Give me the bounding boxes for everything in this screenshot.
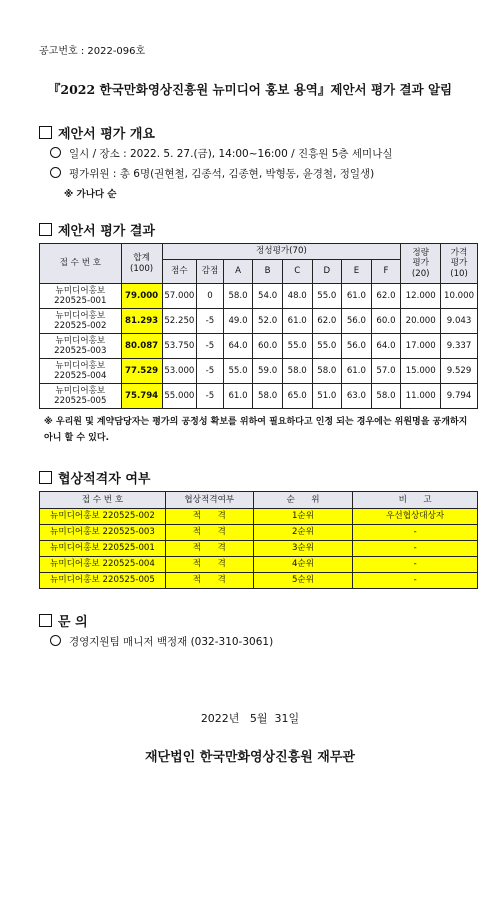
- header-qual-col: F: [371, 260, 401, 284]
- cell-a: 61.0: [223, 384, 253, 409]
- header-total: 합계 (100): [121, 244, 162, 284]
- nego-cell-note: -: [353, 573, 478, 589]
- table-row: [40, 557, 478, 573]
- cell-total: 77.529: [121, 359, 162, 384]
- document-title: 『2022 한국만화영상진흥원 뉴미디어 홍보 용역』제안서 평가 결과 알림: [47, 82, 453, 97]
- cell-f: 64.0: [371, 334, 401, 359]
- cell-e: 56.0: [342, 309, 372, 334]
- header-qual-col: 감점: [197, 260, 224, 284]
- cell-a: 55.0: [223, 359, 253, 384]
- nego-cell-note: -: [353, 541, 478, 557]
- cell-e: 56.0: [342, 334, 372, 359]
- checkbox-square-icon: [39, 126, 52, 139]
- nego-header: 협상적격여부: [165, 492, 253, 509]
- nego-cell-id: 뉴미디어홍보 220525-001: [40, 541, 166, 557]
- cell-score: 52.250: [162, 309, 197, 334]
- nego-cell-status: 적 격: [165, 557, 253, 573]
- document-date: 2022년 5월 31일: [200, 712, 300, 725]
- nego-cell-status: 적 격: [165, 525, 253, 541]
- header-qual-col: E: [342, 260, 372, 284]
- cell-a: 58.0: [223, 284, 253, 309]
- results-heading: 제안서 평가 결과: [39, 220, 155, 239]
- cell-id: 뉴미디어홍보 220525-001: [40, 284, 122, 309]
- cell-quant: 20.000: [401, 309, 441, 334]
- cell-f: 57.0: [371, 359, 401, 384]
- cell-score: 57.000: [162, 284, 197, 309]
- cell-deduct: 0: [197, 284, 224, 309]
- cell-d: 55.0: [312, 284, 342, 309]
- cell-d: 51.0: [312, 384, 342, 409]
- results-table: [39, 243, 478, 409]
- cell-b: 52.0: [253, 309, 283, 334]
- cell-c: 65.0: [282, 384, 312, 409]
- order-note: ※ 가나다 순: [64, 189, 117, 200]
- cell-a: 64.0: [223, 334, 253, 359]
- cell-quant: 15.000: [401, 359, 441, 384]
- cell-f: 58.0: [371, 384, 401, 409]
- cell-total: 79.000: [121, 284, 162, 309]
- nego-cell-status: 적 격: [165, 541, 253, 557]
- cell-e: 61.0: [342, 359, 372, 384]
- header-qualitative: 정성평가(70): [162, 244, 401, 260]
- cell-total: 75.794: [121, 384, 162, 409]
- table-row: [40, 334, 478, 359]
- overview-schedule: 일시 / 장소 : 2022. 5. 27.(금), 14:00~16:00 / 진흥원 5층 세미나실: [50, 146, 393, 161]
- circle-bullet-icon: [50, 147, 61, 158]
- nego-cell-id: 뉴미디어홍보 220525-002: [40, 509, 166, 525]
- negotiation-table: [39, 491, 478, 589]
- table-row: [40, 384, 478, 409]
- nego-cell-note: -: [353, 557, 478, 573]
- cell-b: 59.0: [253, 359, 283, 384]
- nego-cell-id: 뉴미디어홍보 220525-003: [40, 525, 166, 541]
- table-row: [40, 541, 478, 557]
- circle-bullet-icon: [50, 167, 61, 178]
- inquiry-heading: 문 의: [39, 611, 88, 630]
- cell-id: 뉴미디어홍보 220525-005: [40, 384, 122, 409]
- cell-deduct: -5: [197, 309, 224, 334]
- header-quantitative: 정량 평가 (20): [401, 244, 441, 284]
- cell-id: 뉴미디어홍보 220525-004: [40, 359, 122, 384]
- cell-c: 55.0: [282, 334, 312, 359]
- cell-score: 53.000: [162, 359, 197, 384]
- cell-deduct: -5: [197, 334, 224, 359]
- cell-total: 80.087: [121, 334, 162, 359]
- nego-cell-id: 뉴미디어홍보 220525-005: [40, 573, 166, 589]
- organization-name: 재단법인 한국만화영상진흥원 재무관: [145, 750, 355, 765]
- cell-quant: 12.000: [401, 284, 441, 309]
- inquiry-contact: 경영지원팀 매니저 백정재 (032-310-3061): [50, 634, 273, 649]
- nego-cell-rank: 5순위: [253, 573, 353, 589]
- table-row: [40, 525, 478, 541]
- cell-price: 9.043: [441, 309, 478, 334]
- cell-b: 58.0: [253, 384, 283, 409]
- cell-price: 10.000: [441, 284, 478, 309]
- cell-id: 뉴미디어홍보 220525-002: [40, 309, 122, 334]
- cell-b: 54.0: [253, 284, 283, 309]
- cell-score: 55.000: [162, 384, 197, 409]
- header-id: 접 수 번 호: [40, 244, 122, 284]
- cell-price: 9.337: [441, 334, 478, 359]
- overview-heading: 제안서 평가 개요: [39, 123, 155, 142]
- nego-cell-rank: 4순위: [253, 557, 353, 573]
- table-row: [40, 573, 478, 589]
- cell-d: 55.0: [312, 334, 342, 359]
- nego-cell-rank: 1순위: [253, 509, 353, 525]
- nego-header: 접 수 번 호: [40, 492, 166, 509]
- cell-e: 61.0: [342, 284, 372, 309]
- circle-bullet-icon: [50, 635, 61, 646]
- header-qual-col: C: [282, 260, 312, 284]
- header-qual-col: D: [312, 260, 342, 284]
- nego-cell-id: 뉴미디어홍보 220525-004: [40, 557, 166, 573]
- cell-c: 48.0: [282, 284, 312, 309]
- cell-total: 81.293: [121, 309, 162, 334]
- cell-price: 9.794: [441, 384, 478, 409]
- cell-a: 49.0: [223, 309, 253, 334]
- nego-cell-note: -: [353, 525, 478, 541]
- cell-c: 61.0: [282, 309, 312, 334]
- negotiation-heading: 협상적격자 여부: [39, 468, 150, 487]
- nego-cell-rank: 3순위: [253, 541, 353, 557]
- cell-quant: 11.000: [401, 384, 441, 409]
- cell-f: 62.0: [371, 284, 401, 309]
- table-row: [40, 509, 478, 525]
- table-row: [40, 359, 478, 384]
- nego-header: 비 고: [353, 492, 478, 509]
- cell-b: 60.0: [253, 334, 283, 359]
- checkbox-square-icon: [39, 614, 52, 627]
- header-qual-col: 점수: [162, 260, 197, 284]
- header-price: 가격 평가 (10): [441, 244, 478, 284]
- results-footnote: ※ 우리원 및 계약담당자는 평가의 공정성 확보를 위하여 필요하다고 인정 되는 경우에는 위원명을 공개하지 아니 할 수 있다.: [44, 417, 468, 443]
- cell-d: 62.0: [312, 309, 342, 334]
- checkbox-square-icon: [39, 471, 52, 484]
- nego-cell-status: 적 격: [165, 509, 253, 525]
- nego-cell-note: 우선협상대상자: [353, 509, 478, 525]
- nego-cell-status: 적 격: [165, 573, 253, 589]
- nego-header: 순 위: [253, 492, 353, 509]
- notice-number: 공고번호 : 2022-096호: [39, 46, 146, 57]
- table-row: [40, 284, 478, 309]
- cell-d: 58.0: [312, 359, 342, 384]
- header-qual-col: A: [223, 260, 253, 284]
- cell-price: 9.529: [441, 359, 478, 384]
- cell-id: 뉴미디어홍보 220525-003: [40, 334, 122, 359]
- header-qual-col: B: [253, 260, 283, 284]
- table-row: [40, 309, 478, 334]
- cell-c: 58.0: [282, 359, 312, 384]
- cell-deduct: -5: [197, 359, 224, 384]
- cell-quant: 17.000: [401, 334, 441, 359]
- overview-evaluators: 평가위원 : 총 6명(권현철, 김종석, 김종현, 박형동, 윤경철, 정일생): [50, 166, 374, 181]
- cell-score: 53.750: [162, 334, 197, 359]
- nego-cell-rank: 2순위: [253, 525, 353, 541]
- cell-e: 63.0: [342, 384, 372, 409]
- checkbox-square-icon: [39, 223, 52, 236]
- cell-f: 60.0: [371, 309, 401, 334]
- cell-deduct: -5: [197, 384, 224, 409]
